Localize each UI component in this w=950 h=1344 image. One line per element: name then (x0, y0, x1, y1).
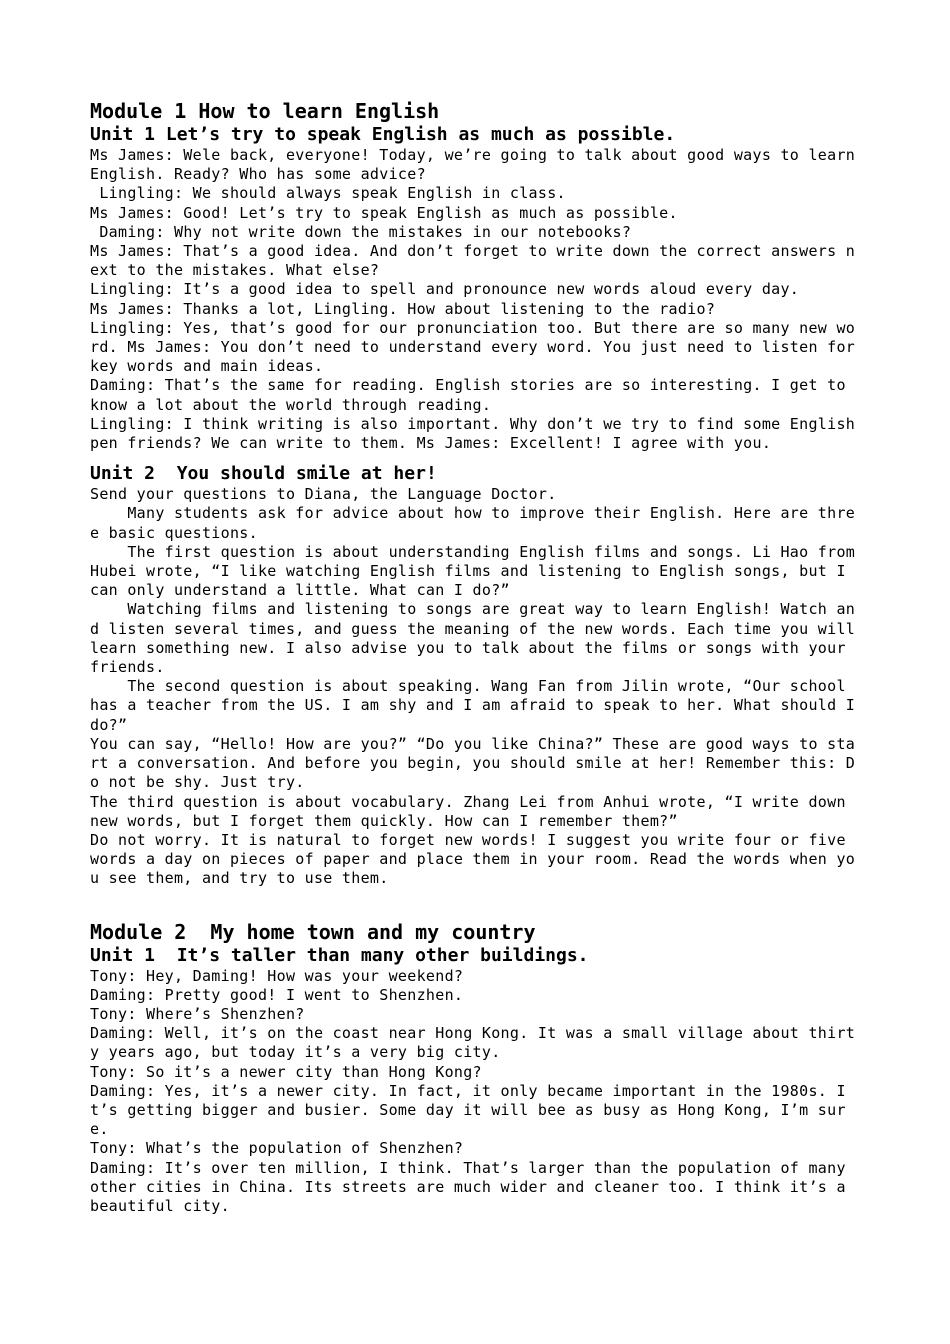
paragraph: Tony: What’s the population of Shenzhen? (90, 1139, 464, 1158)
paragraph: Lingling: I think writing is also important. Why don’t we try to find some English pen friends? We can write to them. Ms James: Excellent! I agree with you. (90, 414, 865, 453)
module-1-unit-2-title: Unit 2 You should smile at her! (90, 463, 437, 485)
paragraph: The second question is about speaking. Wang Fan from Jilin wrote, “Our school has a teacher from the US. I am shy and I am afraid to speak to her. What should I do?” (90, 677, 865, 734)
paragraph: Many students ask for advice about how to improve their English. Here are three basic questions. (90, 504, 856, 542)
paragraph: Lingling: It’s a good idea to spell and pronounce new words aloud every day. (90, 280, 800, 299)
paragraph: The third question is about vocabulary. Zhang Lei from Anhui wrote, “I write down new words, but I forget them quickly. How can I remember them?” (90, 792, 856, 830)
module-1-title: Module 1 How to learn English (90, 99, 440, 123)
paragraph: Do not worry. It is natural to forget new words! I suggest you write four or five words a day on pieces of paper and place them in your room. Read the words when you see them, and try to use them. (90, 830, 856, 888)
document-page (90, 98, 865, 1216)
paragraph: Daming: Yes, it’s a newer city. In fact, it only became important in the 1980s. It’s getting bigger and busier. Some day it will bee as busy as Hong Kong, I’m sure. (90, 1081, 846, 1139)
module-1-unit-2-body (90, 485, 865, 888)
paragraph: Daming: That’s the same for reading. English stories are so interesting. I get to know a lot about the world through reading. (90, 376, 856, 414)
paragraph: Tony: Hey, Daming! How was your weekend? (90, 966, 464, 985)
module-2-unit-1-title: Unit 1 It’s taller than many other buildings. (90, 944, 589, 966)
paragraph: Tony: Where’s Shenzhen? (90, 1004, 305, 1023)
module-1-unit-1-body (90, 146, 865, 453)
paragraph: Send your questions to Diana, the Language Doctor. (90, 485, 557, 504)
spacer (90, 453, 860, 463)
paragraph: You can say, “Hello! How are you?” “Do you like China?” These are good ways to start a conversation. And before you begin, you should smile at her! Remember this: Do not be shy. Just try. (90, 734, 856, 792)
paragraph: The first question is about understanding English films and songs. Li Hao from Hubei wrote, “I like watching English films and listening to English songs, but I can only understand a little. What can I do?” (90, 542, 865, 600)
paragraph: Ms James: Good! Let’s try to speak English as much as possible. (90, 203, 678, 222)
paragraph: Ms James: That’s a good idea. And don’t forget to write down the correct answers next to the mistakes. What else? (90, 242, 856, 280)
paragraph: Watching films and listening to songs are great way to learn English! Watch and listen several times, and guess the meaning of the new words. Each time you will learn something new. I also advise you to talk about the films or songs with your friends. (90, 600, 865, 677)
module-2-unit-1-body (90, 967, 860, 1217)
module-1-unit-1-title: Unit 1 Let’s try to speak English as much as possible. (90, 124, 676, 145)
paragraph: Daming: Why not write down the mistakes in our notebooks? (90, 222, 632, 241)
paragraph: Daming: It’s over ten million, I think. That’s larger than the population of many other cities in China. Its streets are much wider and cleaner too. I think it’s a beautiful city. (90, 1158, 856, 1215)
spacer (90, 889, 860, 919)
paragraph: Lingling: Yes, that’s good for our pronunciation too. But there are so many new word. Ms James: You don’t need to understand every word. You just need to listen for key words and main ideas. (90, 318, 865, 376)
paragraph: Lingling: We should always speak English in class. (90, 184, 566, 203)
paragraph: Daming: Pretty good! I went to Shenzhen. (90, 985, 464, 1004)
paragraph: Ms James: Wele back, everyone! Today, we’re going to talk about good ways to learn English. Ready? Who has some advice? (90, 146, 865, 184)
paragraph: Daming: Well, it’s on the coast near Hong Kong. It was a small village about thirty years ago, but today it’s a very big city. (90, 1024, 856, 1062)
paragraph: Tony: So it’s a newer city than Hong Kong? (90, 1062, 482, 1081)
module-2-title: Module 2 My home town and my country (90, 919, 536, 944)
paragraph: Ms James: Thanks a lot, Lingling. How about listening to the radio? (90, 299, 716, 318)
